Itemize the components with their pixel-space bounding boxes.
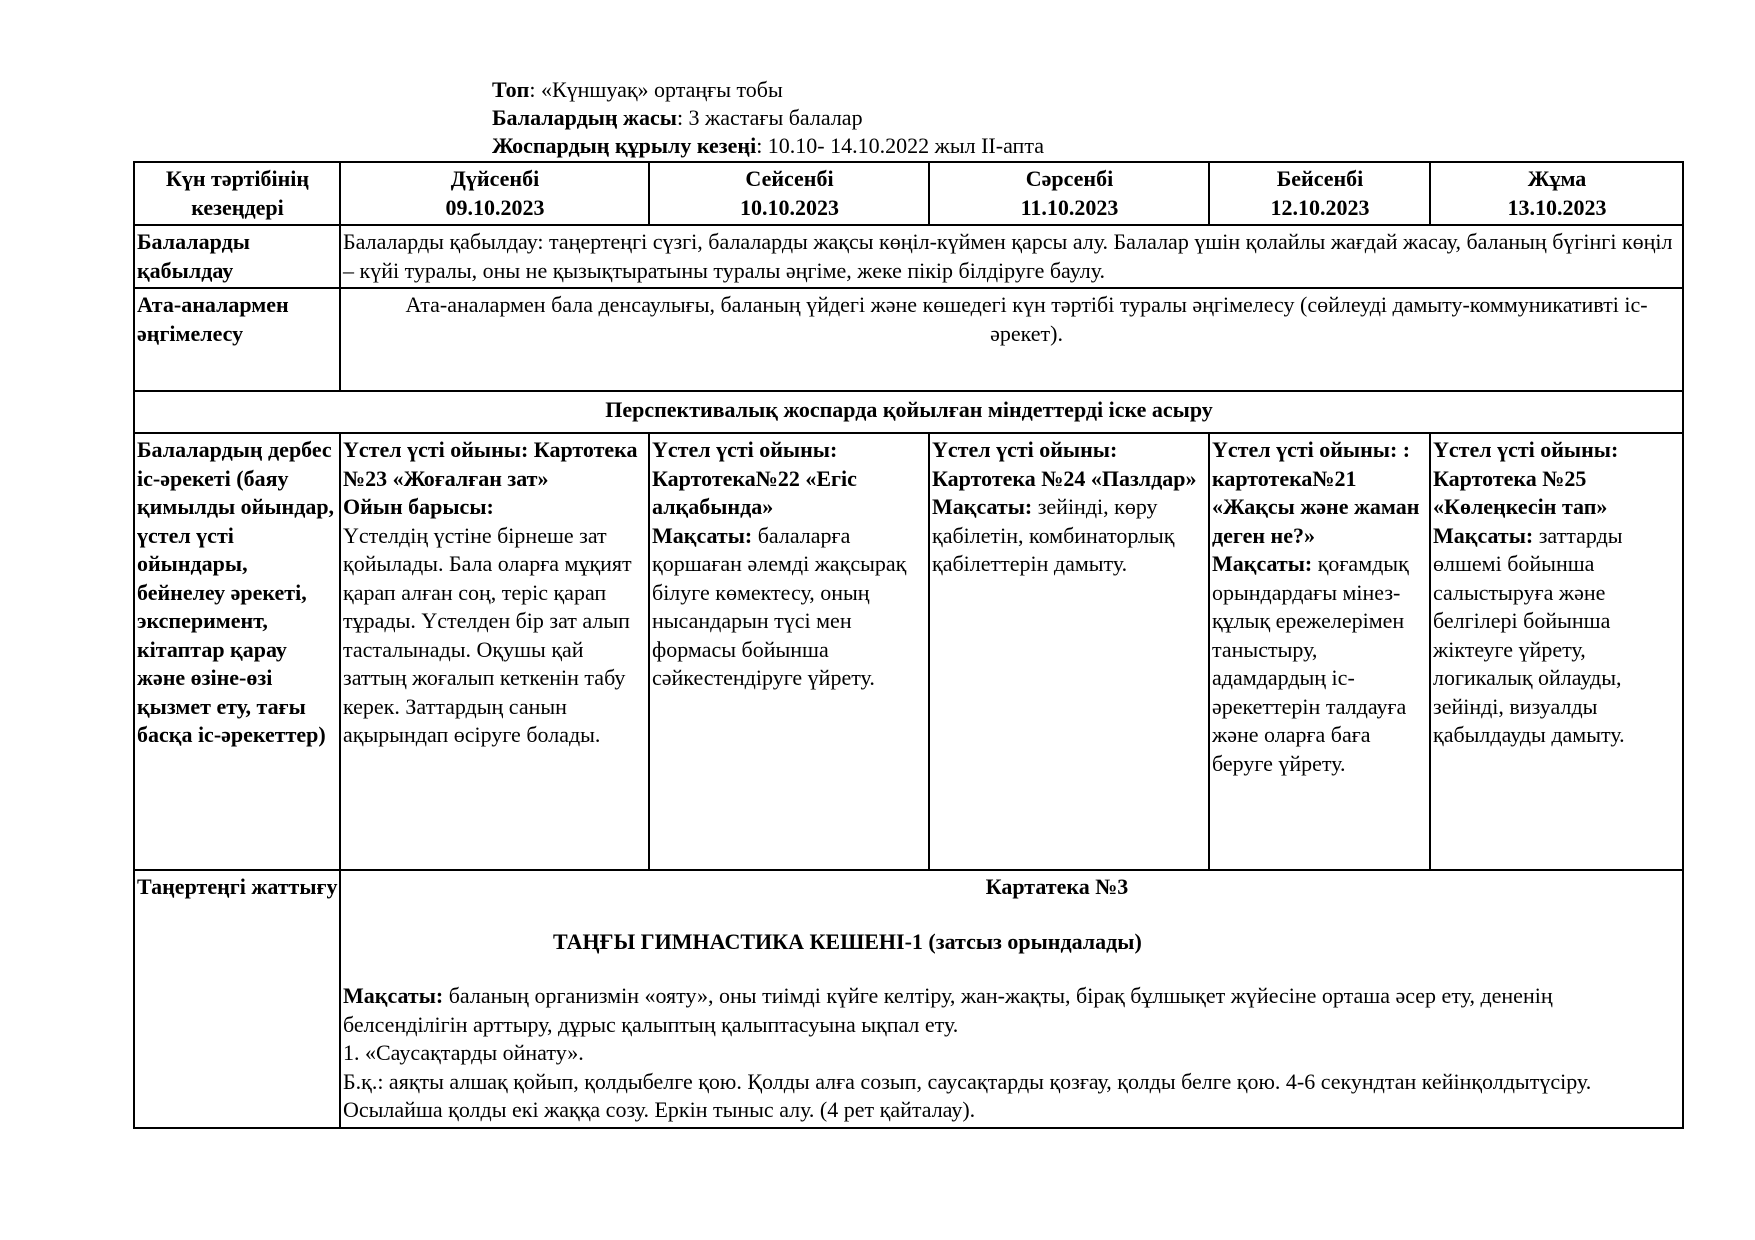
- period-value: : 10.10- 14.10.2022 жыл ІІ-апта: [756, 133, 1044, 158]
- activity-text: қоғамдық орындардағы мінез-құлық ережелерімен таныстыру, адамдардың іс-әрекеттерін талдауға және оларға баға беруге үйрету.: [1212, 551, 1409, 776]
- day-date: 13.10.2023: [1507, 194, 1607, 220]
- table-header-row: [134, 162, 1683, 225]
- card-number: Картатека №3: [985, 874, 1129, 899]
- day-date: 12.10.2023: [1270, 194, 1370, 220]
- activity-wednesday: [929, 433, 1209, 870]
- activity-title: Үстел үсті ойыны: : картотека№21 «Жақсы және жаман деген не?»: [1212, 437, 1420, 548]
- table-row-perspective: [134, 391, 1683, 433]
- activity-subtitle: Ойын барысы:: [343, 494, 494, 519]
- header-day-friday: [1430, 162, 1683, 225]
- day-name: Бейсенбі: [1276, 166, 1364, 191]
- row-label-parents: Ата-аналармен әңгімелесу: [134, 288, 340, 391]
- morning-exercise-content: [340, 870, 1683, 1128]
- activity-goal-label: Мақсаты:: [652, 522, 753, 548]
- activity-text: балаларға қоршаған әлемді жақсырақ білуге көмектесу, оның нысандарын түсі мен формасы бойынша сәйкестендіруге үйрету.: [652, 522, 907, 690]
- exercise-goal-label: Мақсаты:: [343, 983, 444, 1008]
- day-date: 11.10.2023: [1020, 194, 1119, 220]
- day-name: Сейсенбі: [745, 166, 834, 191]
- group-line: [492, 76, 1044, 104]
- activity-text: заттарды өлшемі бойынша салыстыруға және белгілері бойынша жіктеуге үйрету, логикалық ойлауды, зейінді, визуалды қабылдауды дамыту.: [1433, 522, 1625, 747]
- age-label: Балалардың жасы: [492, 105, 677, 130]
- header-day-monday: [340, 162, 649, 225]
- document-header: [492, 76, 1044, 160]
- table-row-reception: [134, 225, 1683, 288]
- age-value: : 3 жастағы балалар: [676, 105, 863, 130]
- table-row-morning-exercise: [134, 870, 1683, 1128]
- activity-title: Үстел үсті ойыны: Картотека №24 «Пазлдар»: [932, 437, 1197, 491]
- exercise-item-title: 1. «Саусақтарды ойнату».: [343, 1040, 584, 1065]
- gymnastics-title: ТАҢҒЫ ГИМНАСТИКА КЕШЕНІ-1 (затсыз орындалады): [553, 928, 1142, 954]
- activity-goal-label: Мақсаты:: [932, 494, 1033, 519]
- day-date: 09.10.2023: [445, 194, 545, 220]
- table-row-parents: [134, 288, 1683, 391]
- day-name: Сәрсенбі: [1025, 166, 1114, 191]
- row-label-activity: Балалардың дербес іс-әрекеті (баяу қимылды ойындар, үстел үсті ойындары, бейнелеу әрекеті, эксперимент, кітаптар қарау және өзіне-өзі қызмет ету, тағы басқа іс-әрекеттер): [134, 433, 340, 870]
- header-schedule-stages: Күн тәртібінің кезеңдері: [134, 162, 340, 225]
- perspective-heading: Перспективалық жоспарда қойылған міндеттерді іске асыру: [134, 391, 1683, 433]
- activity-goal: [932, 493, 1207, 579]
- age-line: [492, 104, 1044, 132]
- day-name: Дүйсенбі: [450, 166, 540, 191]
- exercise-item-text: Б.қ.: аяқты алшақ қойып, қолдыбелге қою. Қолды алға созып, саусақтарды қозғау, қолды белге қою. 4-6 секундтан кейінқолдытүсіру. Осылайша қолды екі жаққа созу. Еркін тыныс алу. (4 рет қайталау).: [343, 1068, 1592, 1122]
- activity-title: Үстел үсті ойыны: Картотека №25 «Көлеңкесін тап»: [1433, 437, 1619, 519]
- activity-title: Үстел үсті ойыны: Картотека №23 «Жоғалған зат»: [343, 437, 638, 491]
- day-name: Жұма: [1527, 166, 1587, 191]
- activity-goal-label: Мақсаты:: [1212, 551, 1313, 576]
- row-label-reception: Балаларды қабылдау: [134, 225, 340, 288]
- activity-goal: [652, 522, 927, 693]
- activity-monday: [340, 433, 649, 870]
- activity-text: зейінді, көру қабілетін, комбинаторлық қабілеттерін дамыту.: [932, 494, 1175, 576]
- row-label-morning-exercise: Таңертеңгі жаттығу: [134, 870, 340, 1128]
- day-date: 10.10.2023: [740, 194, 839, 220]
- activity-title: Үстел үсті ойыны: Картотека№22 «Егіс алқабында»: [652, 437, 857, 519]
- activity-tuesday: [649, 433, 929, 870]
- header-day-thursday: [1209, 162, 1430, 225]
- period-label: Жоспардың құрылу кезеңі: [492, 133, 757, 158]
- header-day-tuesday: [649, 162, 929, 225]
- table-row-activity: [134, 433, 1683, 870]
- activity-thursday: [1209, 433, 1430, 870]
- activity-goal: [1212, 550, 1428, 778]
- group-value: : «Күншуақ» ортаңғы тобы: [529, 77, 783, 102]
- parents-text: Ата-аналармен бала денсаулығы, баланың үйдегі және көшедегі күн тәртібі туралы әңгімелесу (сөйлеуді дамыту-коммуникативті іс-әрекет).: [340, 288, 1683, 391]
- group-label: Топ: [492, 77, 530, 102]
- activity-goal: [1433, 522, 1681, 750]
- activity-friday: [1430, 433, 1683, 870]
- exercise-goal-text: баланың организмін «ояту», оны тиімді күйге келтіру, жан-жақты, бірақ бұлшықет жүйесіне орташа әсер ету, дененің белсенділігін арттыру, дұрыс қалыптың қалыптасуына ықпал ету.: [343, 983, 1553, 1037]
- activity-text: Үстелдің үстіне бірнеше зат қойылады. Бала оларға мұқият қарап алған соң, теріс қарап тұрады. Үстелден бір зат алып тасталынады. Оқушы қай заттың жоғалып кеткенін табу керек. Заттардың санын ақырындап өсіруге болады.: [343, 522, 632, 747]
- exercise-goal: [343, 982, 1681, 1039]
- header-day-wednesday: [929, 162, 1209, 225]
- weekly-plan-table: [133, 161, 1684, 1129]
- reception-text: Балаларды қабылдау: таңертеңгі сүзгі, балаларды жақсы көңіл-күймен қарсы алу. Балалар үшін қолайлы жағдай жасау, баланың бүгінгі көңіл – күйі туралы, оны не қызықтыратыны туралы әңгіме, жеке пікір білдіруге баулу.: [340, 225, 1683, 288]
- period-line: [492, 132, 1044, 160]
- activity-goal-label: Мақсаты:: [1433, 522, 1534, 548]
